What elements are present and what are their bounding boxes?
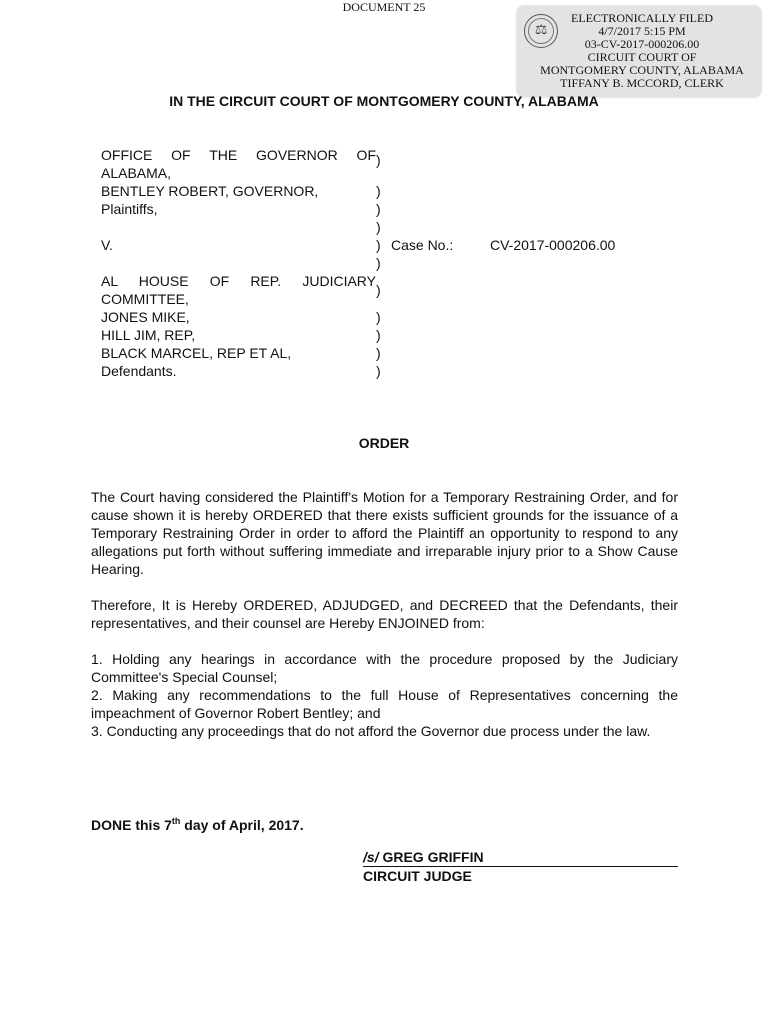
case-number: CV-2017-000206.00: [490, 237, 616, 253]
stamp-line: TIFFANY B. MCCORD, CLERK: [560, 76, 724, 90]
caption-parenthesis: ): [376, 363, 381, 379]
caption-parenthesis: ): [376, 345, 381, 361]
caption-parenthesis: ): [376, 327, 381, 343]
stamp-text: [531, 12, 753, 90]
stamp-line: 03-CV-2017-000206.00: [584, 37, 700, 51]
electronic-filing-stamp: [517, 6, 761, 97]
judge-title: CIRCUIT JUDGE: [363, 868, 472, 884]
order-heading: ORDER: [358, 435, 410, 451]
order-item-3: 3. Conducting any proceedings that do not afford the Governor due process under the law.: [91, 723, 651, 739]
defendant-name: JONES MIKE,: [101, 309, 190, 325]
defendants-label: Defendants.: [101, 363, 177, 379]
ordinal-suffix: th: [171, 816, 181, 826]
stamp-line: 4/7/2017 5:15 PM: [598, 24, 686, 38]
versus-label: V.: [101, 237, 113, 253]
stamp-line: CIRCUIT COURT OF: [587, 50, 697, 64]
caption-parenthesis: ): [376, 183, 381, 199]
done-rest: day of April, 2017.: [180, 817, 304, 833]
caption-parenthesis: ): [376, 219, 381, 235]
electronic-signature-mark: /s/: [363, 849, 379, 865]
order-paragraph-injunction: Therefore, It is Hereby ORDERED, ADJUDGED, and DECREED that the Defendants, their representatives, and their counsel are Hereby ENJOINED from:: [91, 597, 678, 631]
plaintiff-name: BENTLEY ROBERT, GOVERNOR,: [101, 183, 319, 199]
caption-parenthesis: ): [376, 255, 381, 271]
caption-parenthesis: ): [376, 282, 381, 298]
caption-parenthesis: ): [376, 201, 381, 217]
caption-parenthesis: ): [376, 309, 381, 325]
order-item-2: 2. Making any recommendations to the full House of Representatives concerning the impeachment of Governor Robert Bentley; and: [91, 687, 678, 721]
defendant-name: BLACK MARCEL, REP ET AL,: [101, 345, 292, 361]
stamp-line: MONTGOMERY COUNTY, ALABAMA: [540, 63, 744, 77]
defendant-name: HILL JIM, REP,: [101, 327, 196, 343]
signature-line: [363, 848, 678, 867]
order-item-1: 1. Holding any hearings in accordance with the procedure proposed by the Judiciary Committee's Special Counsel;: [91, 651, 678, 685]
plaintiff-name: OFFICE OF THE GOVERNOR OF: [101, 147, 376, 163]
order-paragraph-findings: The Court having considered the Plaintiff's Motion for a Temporary Restraining Order, and for cause shown it is hereby ORDERED that there exists sufficient grounds for the issuance of a Temporary Restraining Order in order to afford the Plaintiff an opportunity to respond to any allegations put forth without suffering immediate and irreparable injury prior to a Show Cause Hearing.: [91, 489, 678, 577]
case-number-label: Case No.:: [391, 237, 454, 253]
plaintiffs-label: Plaintiffs,: [101, 201, 158, 217]
judge-name: GREG GRIFFIN: [378, 849, 484, 865]
defendant-name: AL HOUSE OF REP. JUDICIARY: [101, 273, 376, 289]
case-caption-parties: [101, 146, 376, 380]
court-title: IN THE CIRCUIT COURT OF MONTGOMERY COUNTY, ALABAMA: [169, 93, 599, 109]
done-prefix: DONE this 7: [91, 817, 172, 833]
document-number-label: DOCUMENT 25: [342, 0, 426, 14]
done-date-line: [91, 812, 304, 834]
stamp-line: ELECTRONICALLY FILED: [570, 11, 713, 25]
caption-parenthesis: ): [376, 237, 381, 253]
defendant-name-cont: COMMITTEE,: [101, 291, 189, 307]
caption-parenthesis: ): [376, 152, 381, 168]
plaintiff-name-cont: ALABAMA,: [101, 165, 172, 181]
